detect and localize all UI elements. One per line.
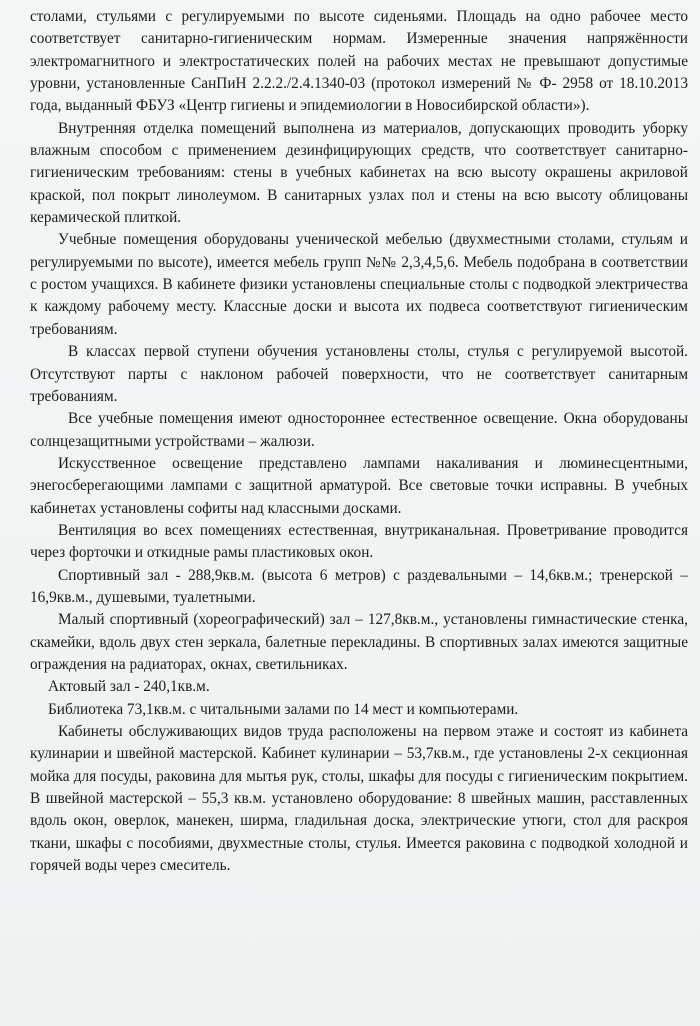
paragraph-library: Библиотека 73,1кв.м. с читальными залами по 14 мест и компьютерами. [48, 700, 519, 718]
paragraph-sports-hall: Спортивный зал - 288,9кв.м. (высота 6 метров) с раздевальными – 14,6кв.м.; тренерской – 16,9кв.м., душевыми, туалетными. [30, 566, 688, 606]
paragraph-primary-classes: В классах первой ступени обучения установлены столы, стулья с регулируемой высотой. Отсутствуют парты с наклоном рабочей поверхности, что не соответствует санитарным требованиям. [30, 343, 688, 405]
paragraph-interior-finishing: Внутренняя отделка помещений выполнена из материалов, допускающих проводить уборку влажным способом с применением дезинфицирующих средств, что соответствует санитарно-гигиеническим требованиям: стены в учебных кабинетах на всю высоту окрашены акриловой краской, пол покрыт линолеумом. В санитарных узлах пол и стены на всю высоту облицованы керамической плиткой. [30, 119, 688, 227]
paragraph-artificial-lighting: Искусственное освещение представлено лампами накаливания и люминесцентными, энегосберегающими лампами с защитной арматурой. Все световые точки исправны. В учебных кабинетах установлены софиты над классными досками. [30, 454, 688, 517]
paragraph-ventilation: Вентиляция во всех помещениях естественная, внутриканальная. Проветривание проводится через форточки и откидные рамы пластиковых окон. [30, 521, 688, 562]
paragraph-natural-lighting: Все учебные помещения имеют одностороннее естественное освещение. Окна оборудованы солнцезащитными устройствами – жалюзи. [30, 410, 688, 450]
paragraph-classroom-furniture: Учебные помещения оборудованы ученической мебелью (двухместными столами, стульям и регулируемыми по высоте), имеется мебель групп №№ 2,3,4,5,6. Мебель подобрана в соответствии с ростом учащихся. В кабинете физики установлены специальные столы с подводкой электричества к каждому рабочему месту. Классные доски и высота их подвеса соответствуют гигиеническим требованиям. [30, 231, 688, 338]
paragraph-technology-rooms: Кабинеты обслуживающих видов труда расположены на первом этаже и состоят из кабинета кулинарии и швейной мастерской. Кабинет кулинарии – 53,7кв.м., где установлены 2-х секционная мойка для посуды, раковина для мытья рук, столы, шкафы для посуды с гигиеническим покрытием. В швейной мастерской – 55,3 кв.м. установлено оборудование: 8 швейных машин, расставленных вдоль окон, оверлок, манекен, ширма, гладильная доска, электрические утюги, стол для раскроя ткани, шкафы с пособиями, двухместные столы, стулья. Имеется раковина с подводкой холодной и горячей воды через смеситель. [30, 723, 688, 875]
paragraph-assembly-hall: Актовый зал - 240,1кв.м. [48, 678, 210, 696]
paragraph-small-sports-hall: Малый спортивный (хореографический) зал – 127,8кв.м., установлены гимнастические стенка, скамейки, вдоль двух стен зеркала, балетные перекладины. В спортивных залах имеются защитные ограждения на радиаторах, окнах, светильниках. [30, 611, 688, 673]
paragraph-computer-furniture: столами, стульями с регулируемыми по высоте сиденьями. Площадь на одно рабочее место соответствует санитарно-гигиеническим нормам. Измеренные значения напряжённости электромагнитного и электростатических полей на рабочих местах не превышают допустимые уровни, установленные СанПиН 2.2.2./2.4.1340-03 (протокол измерений № Ф- 2958 от 18.10.2013 года, выданный ФБУЗ «Центр гигиены и эпидемиологии в Новосибирской области»). [30, 8, 688, 115]
